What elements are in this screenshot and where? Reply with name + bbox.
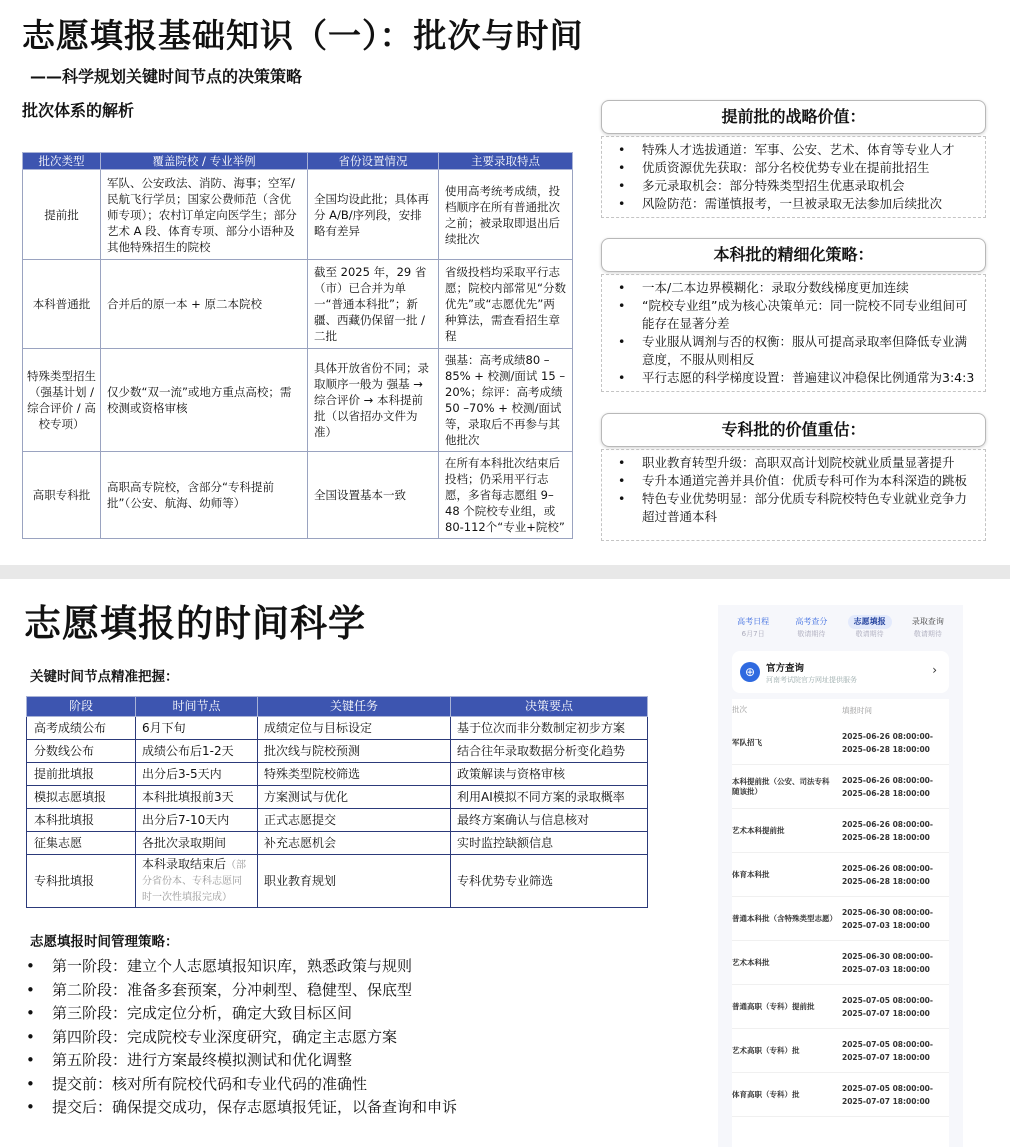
card-subtitle: 河南考试院官方网址提供服务: [766, 676, 857, 684]
table-row: [23, 170, 573, 260]
table-cell: 特殊类型院校筛选: [258, 763, 451, 786]
batch-name: 艺术高职（专科）批: [732, 1045, 800, 1055]
table-cell: 特殊类型招生 （强基计划 / 综合评价 / 高校专项）: [23, 349, 101, 452]
list-item: • 平行志愿的科学梯度设置：普遍建议冲稳保比例通常为3:4:3: [618, 369, 977, 387]
list-item: • 第五阶段：进行方案最终模拟测试和优化调整: [26, 1049, 457, 1073]
tab-label: 志愿填报: [848, 615, 892, 629]
list-item: • 职业教育转型升级：高职双高计划院校就业质量显著提升: [618, 454, 977, 472]
table-cell: 军队、公安政法、消防、海事；空军/民航飞行学员；国家公费师范（含优师专项）；农村订单定向医学生；部分艺术 A 段、体育专项、部分小语种及其他特殊招生的院校: [101, 170, 308, 260]
table-cell: 政策解读与资格审核: [451, 763, 648, 786]
table-cell: [136, 855, 258, 908]
time-start: 2025-07-05 08:00:00-: [842, 1039, 934, 1049]
list-item: [732, 941, 949, 985]
time-start: 2025-07-05 08:00:00-: [842, 995, 934, 1005]
list-item: • 专升本通道完善并具价值：优质专科可作为本科深造的跳板: [618, 472, 977, 490]
table-row: [27, 717, 648, 740]
batch-table: [22, 152, 573, 539]
list-item: [732, 985, 949, 1029]
table-row: [27, 763, 648, 786]
table-cell: 高职高专院校，含部分“专科提前批”（公安、航海、幼师等）: [101, 452, 308, 539]
panel-list: [601, 136, 986, 218]
slide1-subtitle: ——科学规划关键时间节点的决策策略: [30, 67, 303, 86]
tab-label: 高考查分: [795, 617, 828, 626]
list-item: • 提交后：确保提交成功，保存志愿填报凭证，以备查询和申诉: [26, 1096, 457, 1120]
table-row: [27, 832, 648, 855]
tab-admission-query[interactable]: [899, 615, 957, 645]
table-cell: 正式志愿提交: [258, 809, 451, 832]
table-cell: 强基：高考成绩80 – 85% + 校测/面试 15 – 20%；综评：高考成绩 50 –70% + 校测/面试等，录取后不再参与其他批次: [439, 349, 573, 452]
table-cell: 利用AI模拟不同方案的录取概率: [451, 786, 648, 809]
table-cell: 使用高考统考成绩，投档顺序在所有普通批次之前；被录取即退出后续批次: [439, 170, 573, 260]
time-end: 2025-07-07 18:00:00: [842, 1096, 930, 1106]
batch-time: [842, 862, 933, 888]
table-header: 覆盖院校 / 专业举例: [101, 153, 308, 170]
list-item: [732, 765, 949, 809]
time-end: 2025-07-07 18:00:00: [842, 1052, 930, 1062]
time-start: 2025-06-26 08:00:00-: [842, 775, 934, 785]
strategy-heading: 志愿填报时间管理策略：: [30, 934, 179, 950]
table-cell: 最终方案确认与信息核对: [451, 809, 648, 832]
list-item: • 提交前：核对所有院校代码和专业代码的准确性: [26, 1073, 457, 1097]
table-cell: 仅少数“双一流”或地方重点高校；需校测或资格审核: [101, 349, 308, 452]
table-row: [27, 855, 648, 908]
table-header: 省份设置情况: [308, 153, 439, 170]
list-item: [732, 1029, 949, 1073]
batch-name: 艺术本科提前批: [732, 825, 785, 835]
time-start: 2025-06-30 08:00:00-: [842, 951, 934, 961]
table-cell: 高考成绩公布: [27, 717, 136, 740]
list-item: • 优质资源优先获取：部分名校优势专业在提前批招生: [618, 159, 977, 177]
list-item: [732, 809, 949, 853]
table-cell: 截至 2025 年，29 省（市）已合并为单一“普通本科批”；新疆、西藏仍保留一批 / 二批: [308, 260, 439, 349]
batch-name: 普通高职（专科）提前批: [732, 1001, 815, 1011]
batch-schedule-list: [732, 699, 949, 1147]
strategy-list: [26, 955, 457, 1120]
key-nodes-heading: 关键时间节点精准把握：: [30, 669, 179, 685]
table-cell: 出分后3-5天内: [136, 763, 258, 786]
table-cell: 提前批填报: [27, 763, 136, 786]
batch-name: 本科提前批（公安、司法专科随该批）: [732, 776, 830, 796]
table-cell: 补充志愿机会: [258, 832, 451, 855]
list-item: • 多元录取机会：部分特殊类型招生优惠录取机会: [618, 177, 977, 195]
chevron-right-icon: ›: [932, 663, 937, 677]
time-start: 2025-06-26 08:00:00-: [842, 863, 934, 873]
panel-list: [601, 449, 986, 541]
panel-list: [601, 274, 986, 392]
batch-name: 体育本科批: [732, 869, 770, 879]
table-cell: 6月下旬: [136, 717, 258, 740]
tab-score-query[interactable]: [782, 615, 840, 645]
table-row: [23, 260, 573, 349]
time-end: 2025-06-28 18:00:00: [842, 832, 930, 842]
table-row: [27, 809, 648, 832]
table-cell: 专科优势专业筛选: [451, 855, 648, 908]
app-tab-bar: [718, 605, 963, 645]
list-item: • 第一阶段：建立个人志愿填报知识库，熟悉政策与规则: [26, 955, 457, 979]
list-item: • 第四阶段：完成院校专业深度研究，确定主志愿方案: [26, 1026, 457, 1050]
panel-early-batch: [601, 100, 986, 218]
time-end: 2025-06-28 18:00:00: [842, 744, 930, 754]
time-start: 2025-06-26 08:00:00-: [842, 731, 934, 741]
table-cell: 本科批填报: [27, 809, 136, 832]
tab-sub: 敬请期待: [797, 630, 826, 638]
batch-name: 艺术本科批: [732, 957, 770, 967]
batch-time: [842, 994, 933, 1020]
table-row: [27, 740, 648, 763]
tab-label: 高考日程: [737, 617, 770, 626]
list-item: [732, 1073, 949, 1117]
table-cell: 征集志愿: [27, 832, 136, 855]
slide1-title: 志愿填报基础知识（一）：批次与时间: [22, 16, 584, 55]
table-row: [23, 452, 573, 539]
list-item: • 特色专业优势明显：部分优质专科院校特色专业就业竞争力超过普通本科: [618, 490, 977, 526]
table-header: 时间节点: [136, 697, 258, 717]
table-header-row: [27, 697, 648, 717]
batch-time: [842, 774, 933, 800]
batch-name: 体育高职（专科）批: [732, 1089, 800, 1099]
list-item: • 一本/二本边界模糊化：录取分数线梯度更加连续: [618, 279, 977, 297]
list-item: [732, 853, 949, 897]
table-cell: 方案测试与优化: [258, 786, 451, 809]
panel-undergrad-batch: [601, 238, 986, 392]
table-cell: 出分后7-10天内: [136, 809, 258, 832]
table-cell: 分数线公布: [27, 740, 136, 763]
col-time: 填报时间: [842, 705, 872, 715]
table-cell: 实时监控缺额信息: [451, 832, 648, 855]
time-end: 2025-07-03 18:00:00: [842, 920, 930, 930]
table-header: 主要录取特点: [439, 153, 573, 170]
list-item: • 专业服从调剂与否的权衡：服从可提高录取率但降低专业满意度，不服从则相反: [618, 333, 977, 369]
panel-title: 专科批的价值重估：: [601, 413, 986, 447]
time-start: 2025-07-05 08:00:00-: [842, 1083, 934, 1093]
schedule-rows: [732, 721, 949, 1117]
tab-exam-schedule[interactable]: [724, 615, 782, 645]
list-item: • 第三阶段：完成定位分析，确定大致目标区间: [26, 1002, 457, 1026]
cell-text: 本科录取结束后: [142, 857, 227, 871]
table-header-row: [23, 153, 573, 170]
app-screenshot: [718, 605, 963, 1147]
table-row: [27, 786, 648, 809]
col-batch: 批次: [732, 705, 747, 714]
time-start: 2025-06-26 08:00:00-: [842, 819, 934, 829]
batch-name: 普通本科批（含特殊类型志愿）: [732, 913, 837, 923]
panel-title: 本科批的精细化策略：: [601, 238, 986, 272]
batch-time: [842, 1038, 933, 1064]
cell-note: （部分省份本、专科志愿同时一次性填报完成）: [142, 860, 247, 903]
slide-divider: [0, 565, 1010, 579]
batch-time: [842, 1082, 933, 1108]
globe-icon: ⊕: [740, 662, 760, 682]
table-header: 决策要点: [451, 697, 648, 717]
table-cell: 模拟志愿填报: [27, 786, 136, 809]
table-cell: 结合往年录取数据分析变化趋势: [451, 740, 648, 763]
list-item: • 风险防范：需谨慎报考，一旦被录取无法参加后续批次: [618, 195, 977, 213]
table-cell: 高职专科批: [23, 452, 101, 539]
timeline-table: [26, 696, 648, 908]
table-cell: 各批次录取期间: [136, 832, 258, 855]
table-cell: 专科批填报: [27, 855, 136, 908]
table-header: 阶段: [27, 697, 136, 717]
batch-name: 军队招飞: [732, 737, 762, 747]
panel-title: 提前批的战略价值：: [601, 100, 986, 134]
table-cell: 成绩公布后1-2天: [136, 740, 258, 763]
table-row: [23, 349, 573, 452]
table-cell: 职业教育规划: [258, 855, 451, 908]
time-end: 2025-06-28 18:00:00: [842, 788, 930, 798]
table-cell: 省级投档均采取平行志愿；院校内部常见“分数优先”或“志愿优先”两种算法，需查看招生章程: [439, 260, 573, 349]
slide-batches: [0, 0, 1010, 565]
slide-timeline: [0, 579, 1010, 1147]
list-header: [732, 699, 949, 721]
tab-label: 录取查询: [911, 617, 944, 626]
table-cell: 提前批: [23, 170, 101, 260]
table-cell: 本科批填报前3天: [136, 786, 258, 809]
tab-sub: 6月7日: [741, 630, 765, 638]
batch-time: [842, 906, 933, 932]
table-cell: 本科普通批: [23, 260, 101, 349]
batch-time: [842, 818, 933, 844]
table-cell: 全国设置基本一致: [308, 452, 439, 539]
table-cell: 成绩定位与目标设定: [258, 717, 451, 740]
list-item: [732, 721, 949, 765]
slide2-title: 志愿填报的时间科学: [24, 602, 366, 645]
time-end: 2025-07-03 18:00:00: [842, 964, 930, 974]
list-item: • 特殊人才选拔通道：军事、公安、艺术、体育等专业人才: [618, 141, 977, 159]
table-header: 关键任务: [258, 697, 451, 717]
section-heading: 批次体系的解析: [22, 101, 135, 120]
list-item: • “院校专业组”成为核心决策单元：同一院校不同专业组间可能存在显著分差: [618, 297, 977, 333]
time-start: 2025-06-30 08:00:00-: [842, 907, 934, 917]
card-title: 官方查询: [766, 663, 805, 674]
table-cell: 合并后的原一本 + 原二本院校: [101, 260, 308, 349]
batch-time: [842, 730, 933, 756]
table-cell: 具体开放省份不同；录取顺序一般为 强基 → 综合评价 → 本科提前批（以省招办文件为准）: [308, 349, 439, 452]
list-item: [732, 897, 949, 941]
table-cell: 在所有本科批次结束后投档；仍采用平行志愿，多省每志愿组 9–48 个院校专业组，或80-112个“专业+院校”: [439, 452, 573, 539]
table-header: 批次类型: [23, 153, 101, 170]
table-cell: 基于位次而非分数制定初步方案: [451, 717, 648, 740]
list-item: • 第二阶段：准备多套预案，分冲刺型、稳健型、保底型: [26, 979, 457, 1003]
official-query-card[interactable]: [732, 651, 949, 693]
tab-sub: 敬请期待: [855, 630, 884, 638]
table-cell: 批次线与院校预测: [258, 740, 451, 763]
time-end: 2025-07-07 18:00:00: [842, 1008, 930, 1018]
time-end: 2025-06-28 18:00:00: [842, 876, 930, 886]
tab-application[interactable]: [841, 615, 899, 645]
table-cell: 全国均设此批；具体再分 A/B/序列段，安排略有差异: [308, 170, 439, 260]
batch-time: [842, 950, 933, 976]
panel-vocational-batch: [601, 413, 986, 541]
tab-sub: 敬请期待: [913, 630, 942, 638]
